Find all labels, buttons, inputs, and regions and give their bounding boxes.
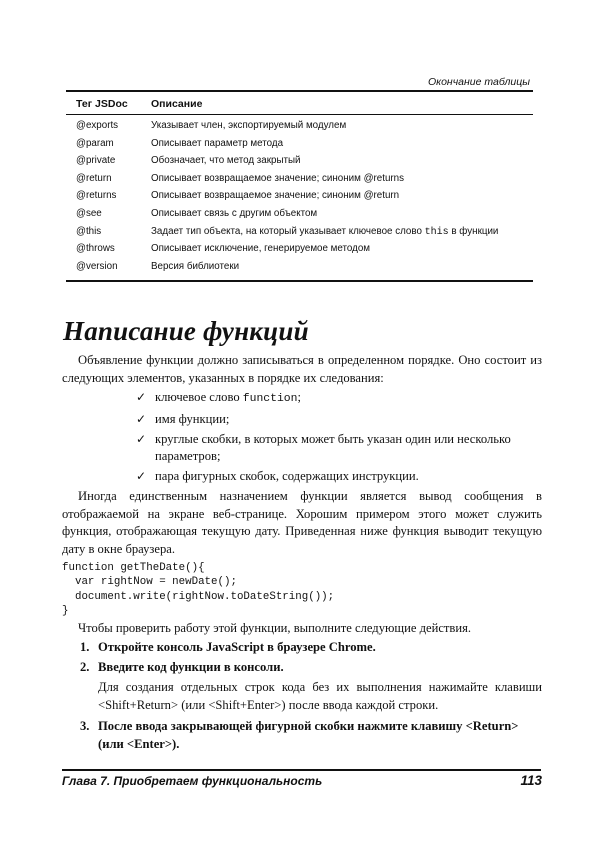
table-row [66,173,533,191]
table-cell-description: Указывает член, экспортируемый модулем [151,120,347,131]
step-number: 1. [80,640,90,654]
check-icon: ✓ [136,390,147,404]
body-paragraph [62,488,542,558]
paragraph-text: Чтобы проверить работу этой функции, выполните следующие действия. [78,621,472,635]
table-cell-tag: @exports [76,120,119,131]
code-block: function getTheDate(){ var rightNow = newDate(); document.write(rightNow.toDateString()); } [62,562,335,618]
step-title: Введите код функции в консоли. [98,659,284,674]
table-row [66,261,533,279]
table-cell-tag: @param [76,137,114,149]
body-paragraph [62,620,542,638]
bullet-text: имя функции; [155,412,230,426]
table-row [66,243,533,261]
table-cell-description: Описывает возвращаемое значение; синоним @returns [151,172,405,184]
paragraph-text: Иногда единственным назначением функции является вывод сообщения в отображаемой на экране веб-странице. Хорошим примером этого может служить функция, отображающая текущую дату. Приведенная ниже функция выводит текущую дату в окне браузера. [62,489,542,556]
step-item [80,659,542,677]
table-cell-description: Описывает исключение, генерируемое методом [151,243,371,255]
table-row [66,120,533,138]
table-cell-tag: @private [76,155,116,167]
intro-text: Объявление функции должно записываться в определенном порядке. Оно состоит из следующих элементов, указанных в порядке их следования: [62,353,542,385]
table-row [66,226,533,244]
step-number: 3. [80,719,90,734]
steps-list [80,639,542,754]
table-cell-tag: @throws [76,243,115,255]
table-bottom-rule [66,280,533,282]
desc-text: Задает тип объекта, на который указывает ключевое слово [151,225,425,237]
page-number: 113 [520,773,542,788]
table-cell-tag: @this [76,225,102,237]
list-item [136,468,544,485]
table-cell-description: Описывает параметр метода [151,137,284,149]
table-cell-tag: @version [76,260,118,272]
chapter-title: Глава 7. Приобретаем функциональность [62,774,323,788]
table-cell-tag: @return [76,172,112,184]
table-header-jsdoc-tag: Тег JSDoc [76,98,128,110]
desc-text: в функции [448,225,499,237]
check-icon: ✓ [136,432,147,446]
table-cell-description: Описывает связь с другим объектом [151,208,318,219]
table-caption: Окончание таблицы [427,76,530,88]
inline-code: this [424,226,449,238]
intro-paragraph [62,352,542,387]
table-cell-description: Описывает возвращаемое значение; синоним @return [151,190,400,202]
table-header-description: Описание [151,98,203,110]
list-item [136,431,544,465]
table-row [66,155,533,173]
bullet-list [136,389,544,488]
step-number: 2. [80,659,90,674]
step-title: После ввода закрывающей фигурной скобки нажмите клавишу <Return> (или <Enter>). [98,719,519,751]
bullet-text: круглые скобки, в которых может быть указан один или несколько параметров; [155,432,511,463]
bullet-text: пара фигурных скобок, содержащих инструкции. [155,469,419,483]
step-item [80,718,542,753]
step-body: Для создания отдельных строк кода без их выполнения нажимайте клавиши <Shift+Return> (или <Shift+Enter>) после ввода каждой строки. [98,680,542,712]
table-cell-description: Версия библиотеки [151,260,240,272]
table-cell-description: Обозначает, что метод закрытый [151,155,301,167]
bullet-text: ключевое слово [155,390,243,404]
table-row [66,138,533,156]
table-cell-description [151,226,498,238]
table-top-rule [66,90,533,92]
footer-rule [62,769,541,771]
table-row [66,190,533,208]
table-header-rule [66,114,533,115]
bullet-text: ; [297,390,301,404]
table-cell-tag: @returns [76,190,117,202]
inline-code: function [242,393,298,405]
section-heading: Написание функций [63,316,309,346]
check-icon: ✓ [136,469,147,483]
step-item [80,639,542,657]
step-title: Откройте консоль JavaScript в браузере Chrome. [98,640,376,654]
table-row [66,208,533,226]
list-item [136,389,544,408]
list-item [136,411,544,428]
table-cell-tag: @see [76,208,102,219]
check-icon: ✓ [136,412,147,426]
